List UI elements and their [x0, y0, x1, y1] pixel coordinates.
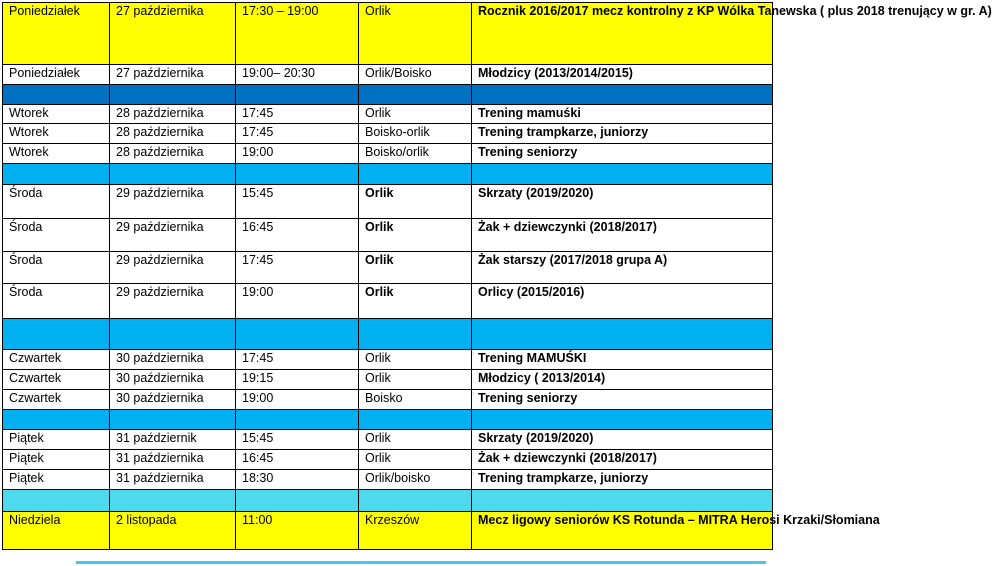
- place-cell: Krzeszów: [359, 512, 472, 550]
- separator-cell: [110, 164, 236, 185]
- place-cell: Orlik: [359, 450, 472, 470]
- time-cell: 15:45: [236, 430, 359, 450]
- event-cell: Trening trampkarze, juniorzy: [472, 470, 773, 490]
- separator-cell: [359, 490, 472, 512]
- day-cell: Czwartek: [3, 390, 110, 410]
- day-cell: Piątek: [3, 430, 110, 450]
- schedule-row: [3, 124, 773, 144]
- event-cell: Żak + dziewczynki (2018/2017): [472, 219, 773, 252]
- separator-cell: [3, 490, 110, 512]
- separator-cell: [236, 85, 359, 105]
- event-cell: Mecz ligowy seniorów KS Rotunda – MITRA Herosi Krzaki/Słomiana: [472, 512, 773, 550]
- event-cell: Trening seniorzy: [472, 390, 773, 410]
- schedule-row: [3, 105, 773, 124]
- date-cell: 27 października: [110, 3, 236, 65]
- place-cell: Boisko-orlik: [359, 124, 472, 144]
- separator-cell: [359, 164, 472, 185]
- separator-cell: [3, 410, 110, 430]
- separator-cell: [236, 410, 359, 430]
- day-cell: Wtorek: [3, 105, 110, 124]
- time-cell: 16:45: [236, 219, 359, 252]
- date-cell: 29 października: [110, 185, 236, 219]
- day-cell: Niedziela: [3, 512, 110, 550]
- date-cell: 2 listopada: [110, 512, 236, 550]
- schedule-row: [3, 350, 773, 370]
- day-cell: Czwartek: [3, 370, 110, 390]
- event-cell: Żak starszy (2017/2018 grupa A): [472, 252, 773, 284]
- separator-cell: [3, 319, 110, 350]
- date-cell: 31 października: [110, 450, 236, 470]
- time-cell: 17:45: [236, 350, 359, 370]
- separator-row: [3, 164, 773, 185]
- separator-cell: [110, 85, 236, 105]
- day-cell: Poniedziałek: [3, 3, 110, 65]
- date-cell: 28 października: [110, 124, 236, 144]
- separator-row: [3, 490, 773, 512]
- time-cell: 19:00– 20:30: [236, 65, 359, 85]
- place-cell: Boisko/orlik: [359, 144, 472, 164]
- date-cell: 27 października: [110, 65, 236, 85]
- separator-cell: [236, 164, 359, 185]
- day-cell: Wtorek: [3, 124, 110, 144]
- schedule-row: [3, 65, 773, 85]
- date-cell: 28 października: [110, 105, 236, 124]
- time-cell: 19:00: [236, 390, 359, 410]
- schedule-row: [3, 219, 773, 252]
- place-cell: Orlik: [359, 370, 472, 390]
- day-cell: Środa: [3, 185, 110, 219]
- separator-cell: [236, 490, 359, 512]
- event-cell: Trening trampkarze, juniorzy: [472, 124, 773, 144]
- date-cell: 31 październik: [110, 430, 236, 450]
- separator-cell: [359, 410, 472, 430]
- place-cell: Orlik: [359, 284, 472, 319]
- event-cell: Skrzaty (2019/2020): [472, 430, 773, 450]
- day-cell: Piątek: [3, 450, 110, 470]
- separator-cell: [359, 85, 472, 105]
- schedule-row: [3, 370, 773, 390]
- separator-row: [3, 85, 773, 105]
- date-cell: 30 października: [110, 350, 236, 370]
- place-cell: Orlik: [359, 430, 472, 450]
- time-cell: 17:45: [236, 124, 359, 144]
- event-cell: Żak + dziewczynki (2018/2017): [472, 450, 773, 470]
- place-cell: Orlik/Boisko: [359, 65, 472, 85]
- separator-row: [3, 319, 773, 350]
- time-cell: 17:45: [236, 105, 359, 124]
- day-cell: Czwartek: [3, 350, 110, 370]
- event-cell: Trening seniorzy: [472, 144, 773, 164]
- separator-cell: [472, 410, 773, 430]
- schedule-row: [3, 512, 773, 550]
- separator-cell: [236, 319, 359, 350]
- place-cell: Orlik: [359, 185, 472, 219]
- separator-row: [3, 410, 773, 430]
- date-cell: 31 października: [110, 470, 236, 490]
- place-cell: Boisko: [359, 390, 472, 410]
- separator-cell: [472, 319, 773, 350]
- place-cell: Orlik: [359, 3, 472, 65]
- separator-cell: [472, 490, 773, 512]
- date-cell: 30 października: [110, 370, 236, 390]
- day-cell: Środa: [3, 252, 110, 284]
- separator-cell: [110, 490, 236, 512]
- day-cell: Piątek: [3, 470, 110, 490]
- day-cell: Środa: [3, 284, 110, 319]
- event-cell: Rocznik 2016/2017 mecz kontrolny z KP Wólka Tanewska ( plus 2018 trenujący w gr. A): [472, 3, 773, 65]
- separator-cell: [472, 164, 773, 185]
- date-cell: 30 października: [110, 390, 236, 410]
- schedule-row: [3, 144, 773, 164]
- time-cell: 19:15: [236, 370, 359, 390]
- schedule-row: [3, 185, 773, 219]
- time-cell: 19:00: [236, 284, 359, 319]
- separator-cell: [110, 410, 236, 430]
- schedule-row: [3, 3, 773, 65]
- date-cell: 29 października: [110, 284, 236, 319]
- event-cell: Młodzicy ( 2013/2014): [472, 370, 773, 390]
- time-cell: 16:45: [236, 450, 359, 470]
- event-cell: Skrzaty (2019/2020): [472, 185, 773, 219]
- bottom-divider: [76, 561, 766, 564]
- separator-cell: [110, 319, 236, 350]
- schedule-table: [2, 2, 992, 550]
- date-cell: 29 października: [110, 219, 236, 252]
- separator-cell: [3, 85, 110, 105]
- schedule-row: [3, 450, 773, 470]
- date-cell: 29 października: [110, 252, 236, 284]
- schedule-body: [3, 3, 992, 550]
- event-cell: Orlicy (2015/2016): [472, 284, 773, 319]
- time-cell: 17:30 – 19:00: [236, 3, 359, 65]
- separator-cell: [472, 85, 773, 105]
- time-cell: 18:30: [236, 470, 359, 490]
- place-cell: Orlik: [359, 350, 472, 370]
- schedule-row: [3, 470, 773, 490]
- event-cell: Młodzicy (2013/2014/2015): [472, 65, 773, 85]
- schedule-row: [3, 284, 773, 319]
- time-cell: 19:00: [236, 144, 359, 164]
- event-cell: Trening mamuśki: [472, 105, 773, 124]
- event-cell: Trening MAMUŚKI: [472, 350, 773, 370]
- time-cell: 17:45: [236, 252, 359, 284]
- schedule-row: [3, 390, 773, 410]
- schedule-row: [3, 430, 773, 450]
- place-cell: Orlik: [359, 105, 472, 124]
- place-cell: Orlik: [359, 219, 472, 252]
- schedule-row: [3, 252, 773, 284]
- place-cell: Orlik/boisko: [359, 470, 472, 490]
- separator-cell: [3, 164, 110, 185]
- time-cell: 11:00: [236, 512, 359, 550]
- time-cell: 15:45: [236, 185, 359, 219]
- day-cell: Środa: [3, 219, 110, 252]
- day-cell: Wtorek: [3, 144, 110, 164]
- place-cell: Orlik: [359, 252, 472, 284]
- date-cell: 28 października: [110, 144, 236, 164]
- day-cell: Poniedziałek: [3, 65, 110, 85]
- separator-cell: [359, 319, 472, 350]
